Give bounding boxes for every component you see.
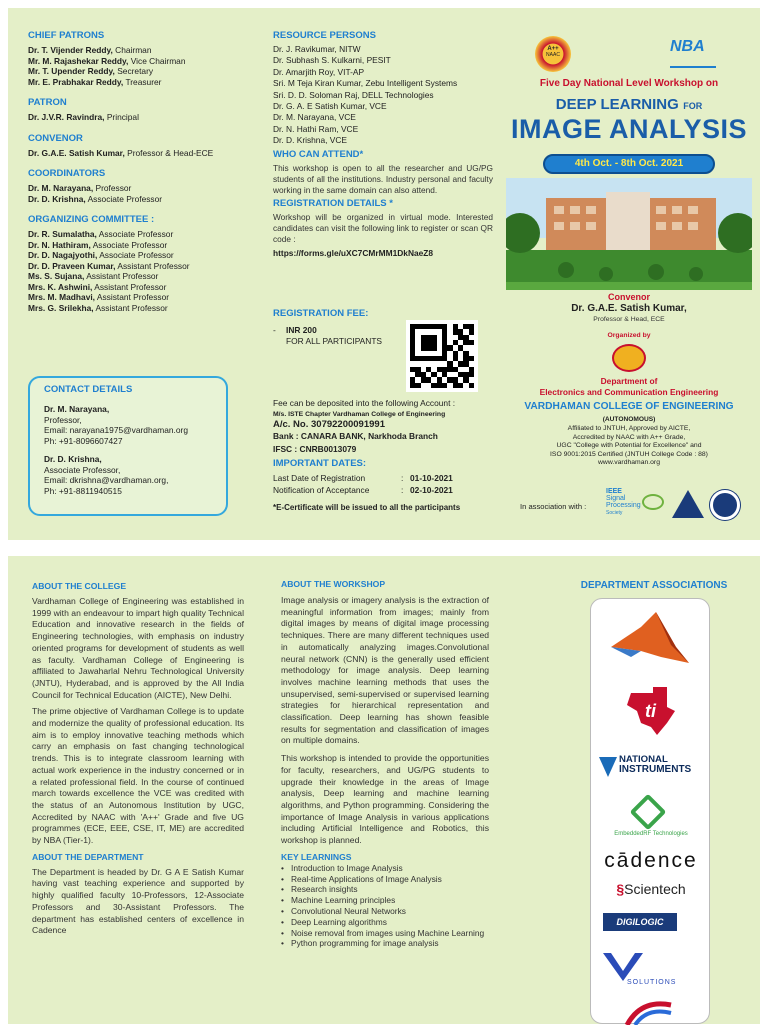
contact-l1: Professor, bbox=[44, 414, 82, 425]
account-name: M/s. ISTE Chapter Vardhaman College of Engineering bbox=[273, 411, 446, 418]
texas-instruments-logo bbox=[623, 683, 679, 739]
naac-logo: A++ NAAC bbox=[535, 36, 571, 72]
bank-name: Bank : CANARA BANK, Narkhoda Branch bbox=[273, 431, 438, 441]
fee-dash: - bbox=[273, 325, 276, 335]
committee-member-row: Mrs. M. Madhavi, Assistant Professor bbox=[28, 292, 170, 302]
college-column bbox=[32, 580, 244, 937]
who-text: This workshop is open to all the researcher and UG/PG students of all the institutions. Industry personal and faculty working in the same domain can also attend. bbox=[273, 162, 493, 195]
college-emblem bbox=[612, 344, 646, 372]
contact-name: Dr. D. Krishna, bbox=[44, 454, 102, 464]
ifsc-code: IFSC : CNRB0013079 bbox=[273, 444, 357, 454]
resource-person: Sri. M Teja Kiran Kumar, Zebu Intelligent Systems bbox=[273, 78, 458, 89]
about-college-p2: The prime objective of Vardhaman College is to update and modernize the quality of professional education. Its aim is to employ innovative teaching methods which carry an emphasis on fast changing technological trends. This is to integrate classroom learning with actual work experience in the industry concerned or in a related professional field. In the course of continued march towards excellence the VCE was credited with the status of an Autonomous Institution by UGC, Accredited by NAAC with 'A++' Grade and five UG programmes (ECE, EEE, CSE, IT, ME) are accredited by NBA (Tier-1). bbox=[32, 706, 244, 846]
convenor-right-role: Professor & Head, ECE bbox=[593, 316, 665, 323]
chief-patron-row: Mr. E. Prabhakar Reddy, Treasurer bbox=[28, 76, 162, 87]
fee-for: FOR ALL PARTICIPANTS bbox=[286, 336, 383, 346]
about-dept-heading: ABOUT THE DEPARTMENT bbox=[32, 851, 144, 862]
important-dates bbox=[273, 473, 493, 497]
key-learning-item: • Machine Learning principles bbox=[281, 895, 489, 906]
resource-person: Dr. G. A. E Satish Kumar, VCE bbox=[273, 101, 387, 112]
affiliation-line: ISO 9001:2015 Certified (JNTUH College Code : 88) bbox=[550, 450, 708, 458]
resource-person: Dr. M. Narayana, VCE bbox=[273, 112, 356, 123]
contact-heading: CONTACT DETAILS bbox=[44, 384, 133, 395]
key-learnings-list bbox=[281, 863, 489, 949]
contact-entry bbox=[44, 404, 212, 446]
coordinators-heading: COORDINATORS bbox=[28, 168, 106, 179]
patron-heading: PATRON bbox=[28, 97, 67, 108]
committee-member-row: Mrs. K. Ashwini, Assistant Professor bbox=[28, 281, 167, 292]
resource-list bbox=[273, 44, 493, 147]
affiliation-line[interactable]: www.vardhaman.org bbox=[598, 459, 660, 467]
workshop-column bbox=[281, 578, 489, 949]
important-dates-heading: IMPORTANT DATES: bbox=[273, 458, 367, 469]
organized-by: Organized by bbox=[607, 332, 651, 339]
affiliation-lines bbox=[506, 425, 752, 468]
key-learning-item: • Introduction to Image Analysis bbox=[281, 863, 489, 874]
autonomous: (AUTONOMOUS) bbox=[602, 416, 656, 423]
organizing-heading: ORGANIZING COMMITTEE : bbox=[28, 214, 155, 225]
convenor-right-name: Dr. G.A.E. Satish Kumar, bbox=[571, 303, 687, 314]
committee-member-row: Dr. N. Hathiram, Associate Professor bbox=[28, 239, 168, 250]
deposit-text: Fee can be deposited into the following Account : bbox=[273, 398, 456, 408]
key-learning-item: • Deep Learning algorithms bbox=[281, 917, 489, 928]
who-heading: WHO CAN ATTEND* bbox=[273, 148, 364, 160]
convenor-right-heading: Convenor bbox=[607, 292, 650, 302]
about-dept-text: The Department is headed by Dr. G A E Satish Kumar having vast teaching experience and supported by highly qualified faculty 10-Professors, 12-Associate Professors and 30-Assistant Professors. The department has established centers of excellence in Cadence bbox=[32, 866, 244, 936]
chief-patron-row: Mr. M. Rajashekar Reddy, Vice Chairman bbox=[28, 55, 186, 66]
committee-member-row: Ms. S. Sujana, Assistant Professor bbox=[28, 271, 159, 281]
svg-text:ti: ti bbox=[645, 701, 656, 721]
partner-logo-partial bbox=[621, 999, 681, 1025]
five-day-line: Five Day National Level Workshop on bbox=[539, 78, 719, 89]
convenor-heading: CONVENOR bbox=[28, 132, 83, 144]
committee-column bbox=[28, 30, 258, 313]
contact-entry bbox=[44, 454, 212, 496]
fee-amount: INR 200 bbox=[286, 325, 317, 335]
resource-person: Dr. Subhash S. Kulkarni, PESIT bbox=[273, 55, 391, 66]
registration-text: Workshop will be organized in virtual mode. Interested candidates can visit the following link to register or scan QR code : bbox=[273, 211, 493, 244]
key-learning-item: • Real-time Applications of Image Analysis bbox=[281, 874, 489, 885]
key-learnings-heading: KEY LEARNINGS bbox=[281, 851, 352, 862]
about-workshop-p2: This workshop is intended to provide the opportunities for faculty, researchers, and UG/PG students to upgrade their knowledge in the areas of Image analysis, Deep learning and machine learning algorithms, and Python programming. Considering the importance of Image Analysis in various applications including Artificial Intelligence and Robotics, this workshop is planned. bbox=[281, 753, 489, 846]
dept-associations-heading: DEPARTMENT ASSOCIATIONS bbox=[580, 580, 728, 591]
ieee-sps-logo: IEEE Signal Processing Society bbox=[606, 488, 641, 516]
contact-l3: Ph: +91-8811940515 bbox=[44, 485, 122, 496]
fee-heading: REGISTRATION FEE: bbox=[273, 308, 369, 319]
resource-person: Dr. N. Hathi Ram, VCE bbox=[273, 123, 359, 134]
contact-l1: Associate Professor, bbox=[44, 464, 121, 475]
committee-member-row: Mrs. G. Srilekha, Assistant Professor bbox=[28, 302, 168, 313]
embeddedrf-icon bbox=[630, 794, 667, 831]
about-college-heading: ABOUT THE COLLEGE bbox=[32, 581, 127, 591]
registration-heading: REGISTRATION DETAILS * bbox=[273, 197, 393, 209]
sps-swirl-icon bbox=[642, 494, 664, 510]
chief-patrons-list bbox=[28, 45, 258, 87]
embeddedrf-label: EmbeddedRF Technologies bbox=[614, 831, 688, 837]
campus-photo bbox=[506, 178, 752, 290]
resource-heading: RESOURCE PERSONS bbox=[273, 30, 376, 41]
patron: Dr. J.V.R. Ravindra, Principal bbox=[28, 112, 139, 122]
coordinators-list bbox=[28, 183, 258, 204]
contact-l2[interactable]: Email: dkrishna@vardhaman.org, bbox=[44, 475, 169, 485]
contacts-list bbox=[44, 404, 212, 496]
affiliation-line: Affiliated to JNTUH, Approved by AICTE, bbox=[567, 425, 691, 432]
department-line-1: Department of bbox=[600, 376, 658, 386]
workshop-title-2: IMAGE ANALYSIS bbox=[510, 114, 748, 144]
nba-logo: NBA bbox=[670, 38, 716, 68]
info-column bbox=[273, 30, 493, 258]
organizing-list bbox=[28, 229, 258, 313]
chief-patrons-heading: CHIEF PATRONS bbox=[28, 30, 105, 41]
contact-details-box bbox=[28, 376, 228, 516]
affiliation-line: Accredited by NAAC with A++ Grade, bbox=[572, 433, 686, 441]
cadence-logo: cādence bbox=[604, 849, 698, 872]
iste-logo bbox=[672, 490, 704, 518]
chief-patron-row: Dr. T. Vijender Reddy, Chairman bbox=[28, 45, 152, 55]
scientech-logo: §Scientech bbox=[616, 881, 686, 897]
contact-l2[interactable]: Email: narayana1975@vardhaman.org bbox=[44, 425, 188, 435]
matlab-logo bbox=[601, 607, 701, 669]
key-learning-item: • Research insights bbox=[281, 884, 489, 895]
resource-person: Dr. D. Krishna, VCE bbox=[273, 135, 348, 146]
workshop-dates-banner: 4th Oct. - 8th Oct. 2021 bbox=[543, 154, 715, 174]
committee-member-row: Dr. R. Sumalatha, Associate Professor bbox=[28, 229, 174, 239]
registration-link[interactable]: https://forms.gle/uXC7CMrMM1DkNaeZ8 bbox=[273, 247, 434, 258]
about-workshop-p1: Image analysis or imagery analysis is the extraction of meaningful information from images; mainly from digital images by means of digital image processing techniques. There are many different techniques used in automatically analyzing images.Convolutional neural network (CNN) is the generally used efficient methodology for image analysis. Deep learning involves machine learning methods that uses the unsupervised, semi-supervised or supervised learning strategies for hierarchical representation and classification. Deep learning has shown feasible results for segmentation and classification of images on multiple domains. bbox=[281, 595, 489, 746]
brochure-front bbox=[8, 8, 760, 540]
key-learning-item: • Python programming for image analysis bbox=[281, 938, 489, 949]
account-number: A/c. No. 30792200091991 bbox=[273, 419, 385, 430]
key-learning-item: • Noise removal from images using Machine Learning bbox=[281, 928, 489, 939]
date-row: Last Date of Registration : 01-10-2021 bbox=[273, 473, 453, 483]
committee-member-row: Dr. D. Praveen Kumar, Assistant Professor bbox=[28, 260, 190, 271]
coordinator-row: Dr. M. Narayana, Professor bbox=[28, 183, 132, 193]
affiliation-line: UGC "College with Potential for Excellence" and bbox=[556, 442, 702, 450]
college-name: VARDHAMAN COLLEGE OF ENGINEERING bbox=[524, 401, 734, 412]
chief-patron-row: Mr. T. Upender Reddy, Secretary bbox=[28, 66, 154, 76]
society-seal-logo bbox=[710, 490, 740, 520]
v-solutions-label: SOLUTIONS bbox=[627, 979, 677, 986]
registration-qr-code[interactable] bbox=[406, 320, 478, 392]
ecertificate-note: *E-Certificate will be issued to all the participants bbox=[273, 503, 461, 512]
convenor: Dr. G.A.E. Satish Kumar, Professor & Head-ECE bbox=[28, 147, 214, 158]
contact-name: Dr. M. Narayana, bbox=[44, 404, 110, 414]
resource-person: Dr. Amarjith Roy, VIT-AP bbox=[273, 66, 365, 77]
associations-logo-box bbox=[590, 598, 710, 1024]
committee-member-row: Dr. D. Nagajyothi, Associate Professor bbox=[28, 250, 174, 260]
key-learning-item: • Convolutional Neural Networks bbox=[281, 906, 489, 917]
department-line-2: Electronics and Communication Engineering bbox=[539, 387, 719, 397]
coordinator-row: Dr. D. Krishna, Associate Professor bbox=[28, 193, 163, 204]
about-college-p1: Vardhaman College of Engineering was established in 1999 with an endeavour to impart high quality Technical Education and innovative research in the fields of Engineering technologies, with emphasis on industry oriented programs for development of students as well as faculty. Vardhaman College of Engineering is affiliated to Jawaharlal Nehru Technological University (JNTU), Hyderabad, and is approved by the All India Council for Technical Education (AICTE), New Delhi. bbox=[32, 596, 244, 700]
resource-person: Sri. D. D. Soloman Raj, DELL Technologies bbox=[273, 89, 434, 100]
workshop-title-1: DEEP LEARNING FOR bbox=[555, 96, 703, 113]
about-workshop-heading: ABOUT THE WORKSHOP bbox=[281, 579, 386, 589]
contact-l3: Ph: +91-8096607427 bbox=[44, 435, 123, 446]
resource-person: Dr. J. Ravikumar, NITW bbox=[273, 44, 361, 54]
association-label: In association with : bbox=[520, 502, 587, 511]
national-instruments-logo: NATIONAL INSTRUMENTS bbox=[599, 755, 703, 781]
date-row: Notification of Acceptance : 02-10-2021 bbox=[273, 485, 453, 495]
digilogic-logo: DIGILOGIC bbox=[603, 913, 677, 931]
